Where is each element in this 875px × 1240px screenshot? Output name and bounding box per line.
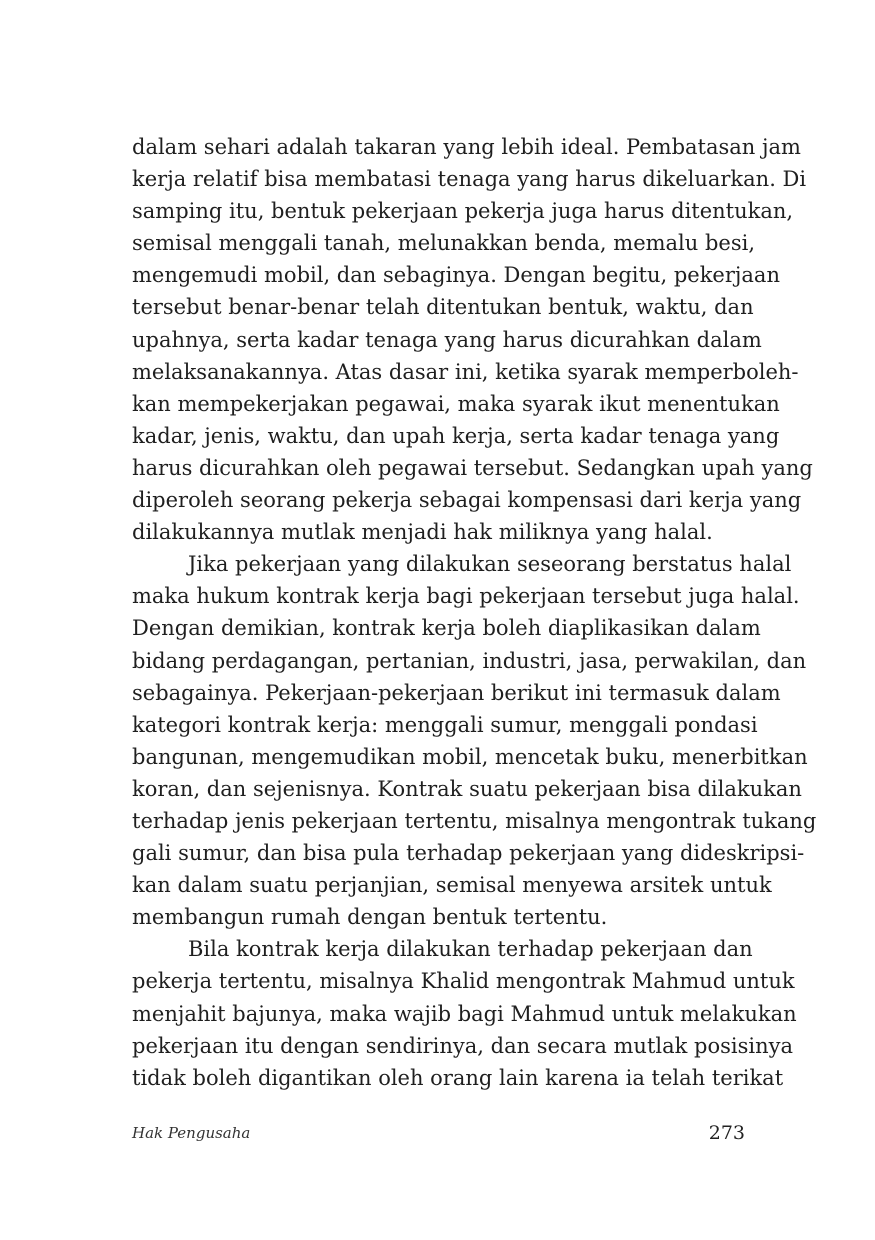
text-line: menjahit bajunya, maka wajib bagi Mahmud untuk melakukan [132, 1001, 797, 1026]
text-line: kan dalam suatu perjanjian, semisal menyewa arsitek untuk [132, 873, 772, 898]
text-line: semisal menggali tanah, melunakkan benda, memalu besi, [132, 231, 756, 256]
text-line: terhadap jenis pekerjaan tertentu, misalnya mengontrak tukang [132, 808, 817, 833]
text-line: samping itu, bentuk pekerjaan pekerja juga harus ditentukan, [132, 199, 794, 224]
paragraph [132, 548, 817, 933]
text-line: bangunan, mengemudikan mobil, mencetak buku, menerbitkan [132, 744, 808, 769]
text-line: Jika pekerjaan yang dilakukan seseorang berstatus halal [188, 552, 792, 577]
text-line: koran, dan sejenisnya. Kontrak suatu pekerjaan bisa dilakukan [132, 776, 802, 801]
text-line: pekerjaan itu dengan sendirinya, dan secara mutlak posisinya [132, 1033, 794, 1058]
text-line: upahnya, serta kadar tenaga yang harus dicurahkan dalam [132, 327, 762, 352]
text-line: pekerja tertentu, misalnya Khalid mengontrak Mahmud untuk [132, 969, 795, 994]
text-line: kategori kontrak kerja: menggali sumur, menggali pondasi [132, 712, 758, 737]
text-line: tidak boleh digantikan oleh orang lain karena ia telah terikat [132, 1065, 784, 1090]
text-line: gali sumur, dan bisa pula terhadap pekerjaan yang dideskripsi- [132, 841, 805, 866]
text-line: kerja relatif bisa membatasi tenaga yang harus dikeluarkan. Di [132, 167, 807, 192]
text-line: kadar, jenis, waktu, dan upah kerja, serta kadar tenaga yang [132, 423, 780, 448]
text-line: dalam sehari adalah takaran yang lebih ideal. Pembatasan jam [132, 135, 801, 159]
text-line: tersebut benar-benar telah ditentukan bentuk, waktu, dan [132, 295, 754, 320]
text-line: melaksanakannya. Atas dasar ini, ketika syarak memperboleh- [132, 359, 799, 384]
text-line: maka hukum kontrak kerja bagi pekerjaan tersebut juga halal. [132, 584, 800, 609]
text-line: harus dicurahkan oleh pegawai tersebut. Sedangkan upah yang [132, 455, 813, 480]
text-line: kan mempekerjakan pegawai, maka syarak ikut menentukan [132, 391, 780, 416]
text-line: mengemudi mobil, dan sebaginya. Dengan begitu, pekerjaan [132, 263, 780, 288]
text-line: sebagainya. Pekerjaan-pekerjaan berikut ini termasuk dalam [132, 680, 781, 705]
paragraph [132, 131, 813, 548]
body-text [132, 131, 817, 1094]
running-title: Hak Pengusaha [132, 1124, 251, 1142]
text-line: diperoleh seorang pekerja sebagai kompensasi dari kerja yang [132, 488, 802, 513]
page-footer [132, 1122, 745, 1150]
page-number: 273 [708, 1122, 745, 1144]
text-line: membangun rumah dengan bentuk tertentu. [132, 905, 608, 930]
paragraph [132, 933, 797, 1093]
text-line: Dengan demikian, kontrak kerja boleh diaplikasikan dalam [132, 616, 761, 641]
text-line: bidang perdagangan, pertanian, industri, jasa, perwakilan, dan [132, 648, 807, 673]
text-line: dilakukannya mutlak menjadi hak miliknya yang halal. [132, 520, 713, 545]
text-line: Bila kontrak kerja dilakukan terhadap pekerjaan dan [188, 937, 753, 962]
